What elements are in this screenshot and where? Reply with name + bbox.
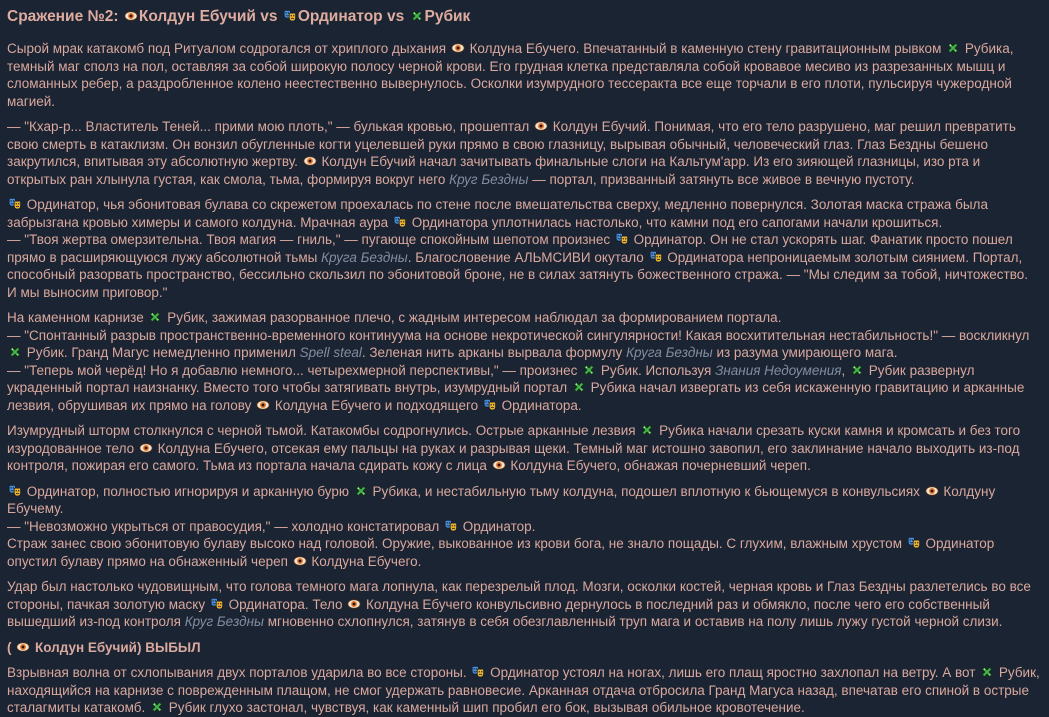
text-run: — "Теперь мой черёд! Но я добавлю немного... четырехмерной перспективы," — произнес [7,362,582,378]
text-run: Колдуну Ебучему. [7,483,996,516]
eye-icon [16,640,30,654]
masks-icon [393,215,407,229]
masks-icon [471,665,485,679]
green-x-icon [980,665,994,679]
text-run: Рубика, и нестабильную тьму колдуна, подошел вплотную к бьющемуся в конвульсиях [368,483,924,499]
text-run: Колдун Ебучий vs [138,8,282,25]
text-run: Колдун Ебучий) ВЫБЫЛ [31,639,201,655]
text-run: Колдуна Ебучего, отсекая ему пальцы на руках и разрывая щеки. Темный маг истошно завопил, его заклинание начало выходить из-под контроля, пожирая его самого. Тьма из портала начала сдирать кожу с лица [7,440,1020,473]
text-run: , [841,362,849,378]
eye-icon [451,41,465,55]
text-run: Ординатор устоял на ногах, лишь его плащ яростно захлопал на ветру. А вот [486,665,980,680]
paragraph-3 [7,196,1041,301]
green-x-icon [410,9,424,23]
text-run: — "Спонтанный разрыв пространственно-временного континуума на основе некротической сингулярности! Какая восхитительная нестабильность!" — воскликнул [7,327,1030,343]
text-run: — портал, призванный затянуть все живое в вечную пустоту. [528,171,915,187]
lore-term: Spell steal [299,345,362,360]
masks-icon [210,597,224,611]
text-run: Изумрудный шторм столкнулся с черной тьмой. Катакомбы содрогнулись. Острые арканные лезвия [7,423,640,438]
masks-icon [483,398,497,412]
paragraph-5 [7,422,1041,475]
lore-term: Круга Бездны [321,249,408,265]
text-run: Колдуна Ебучего. [307,553,422,569]
text-run: ( [7,639,16,655]
text-run: Ординатора. [497,397,582,413]
masks-icon [615,232,629,246]
text-run: Колдун Ебучий. Понимая, что его тело разрушено, маг решил превратить свою смерть в катаклизм. Он вонзил обугленные когти уцелевшей руки прямо в свою глазницу, вырывая обычный, человеческий глаз. Глаз Бездны бешено закрутился, впитывая эту абсолютную жертву. [7,119,1016,169]
text-run: . Зеленая нить арканы вырвала формулу [361,345,627,360]
text-run: Колдуна Ебучего конвульсивно дернулось в последний раз и обмякло, после чего его собственный вышедший из-под контроля [7,596,990,629]
paragraph-4 [7,309,1041,414]
text-run: из разума умирающего мага. [712,345,898,360]
masks-icon [283,9,297,23]
text-run: Ординатор, чья эбонитовая булава со скрежетом проехалась по стене после вмешательства сверху, медленно повернулся. Золотая маска стража была забрызгана кровью химеры и самого колдуна. Мрачная аура [7,197,988,230]
text-run: Рубика начал извергать из себя искаженную гравитацию и арканные лезвия, обрушивая их прямо на голову [7,380,1025,413]
paragraph-6 [7,483,1041,571]
text-run: Ординатора непроницаемым золотым сиянием. Портал, способный разорвать пространство, бессильно скользил по эбонитовой броне, не в силах затянуть божественного стража. — "Мы следим за тобой, ничтожество. И мы выносим приговор." [7,249,1029,300]
text-run: Рубика, темный маг сполз на пол, оставляя за собой широкую полосу черной крови. Его грудная клетка представляла собой кровавое месиво из разрезанных мышц и сломанных ребер, а раздробленное колено неестественно вывернулось. Осколки изумрудного тессеракта все еще торчали в его плоти, пульсируя чужеродной магией. [7,41,1014,109]
eye-icon [303,154,317,168]
paragraph-1 [7,40,1041,110]
text-run: Рубик, зажимая разорванное плечо, с жадным интересом наблюдал за формированием портала. [163,310,782,325]
masks-icon [8,197,22,211]
text-run: Рубик. Используя [597,362,716,378]
text-run: Колдуна Ебучего и подходящего [271,397,482,413]
text-run: Ординатора уплотнилась настолько, что камни под его сапогами начали крошиться. [407,214,943,230]
text-run: Удар был настолько чудовищным, что голова темного мага лопнула, как перезрелый плод. Мозги, осколки костей, черная кровь и Глаз Бездны разлетелись во все стороны, пачкая золотую маску [7,579,1031,612]
eye-icon [492,458,506,472]
green-x-icon [148,310,162,324]
text-run: Ординатор vs [297,8,409,25]
text-run: Колдун Ебучий начал зачитывать финальные слоги на Кальтум'арр. Из его зияющей глазницы, изо рта и открытых ран хлынула густая, как смола, тьма, формируя вокруг него [7,154,981,187]
green-x-icon [946,41,960,55]
text-run: Сырой мрак катакомб под Ритуалом содрогался от хриплого дыхания [7,41,450,56]
green-x-icon [640,423,654,437]
green-x-icon [572,380,586,394]
text-run: — "Твоя жертва омерзительна. Твоя магия — гниль," — пугающе спокойным шепотом произнес [7,232,614,247]
text-run: Ординатор, полностью игнорируя и арканную бурю [23,483,353,499]
lore-term: Круга Бездны [626,345,713,360]
eye-icon [534,119,548,133]
masks-icon [8,484,22,498]
text-run: Ординатор. Он не стал ускорять шаг. Фанатик просто пошел прямо в расширяющуюся лужу абсолютной тьмы [7,232,1013,265]
green-x-icon [150,700,164,714]
text-run: Рубик, находящийся на карнизе с поврежденным плащом, не смог удержать равновесие. Арканная отдача отбросила Гранд Магуса назад, впечатав его спиной в острые сталагмиты катакомб. [7,665,1040,715]
text-run: Сражение №2: [7,8,123,25]
text-run: Колдуна Ебучего, обнажая почерневший череп. [506,458,811,473]
text-run: Ординатор опустил булаву прямо на обнаженный череп [7,536,995,569]
text-run: — "Кхар-р... Властитель Теней... прими мою плоть," — булькая кровью, прошептал [7,119,534,134]
green-x-icon [8,345,22,359]
eye-icon [347,597,361,611]
lore-term: Круг Бездны [449,171,529,187]
text-run: Ординатор. [459,518,536,534]
battle-title [7,7,1041,26]
text-run: На каменном карнизе [7,310,148,325]
masks-icon [649,250,663,264]
text-run: Колдуна Ебучего. Впечатанный в каменную стену гравитационным рывком [465,41,946,56]
paragraph-elimination [7,639,1041,657]
paragraph-9 [7,664,1041,717]
eye-icon [124,9,138,23]
eye-icon [925,484,939,498]
text-run: Рубика начали срезать куски камня и кромсать и без того изуродованное тело [7,423,1021,456]
text-run: Ординатора. Тело [224,596,347,612]
lore-term: Круг Бездны [184,614,264,629]
text-run: Страж занес свою эбонитовую булаву высоко над головой. Оружие, выкованное из крови бога, не знало пощады. С глухим, влажным хрустом [7,536,906,551]
paragraph-7 [7,578,1041,631]
green-x-icon [582,363,596,377]
green-x-icon [850,363,864,377]
text-run: Рубик глухо застонал, чувствуя, как каменный шип пробил его бок, вызывая обильное кровотечение. [164,700,805,715]
lore-term: Знания Недоумения [715,362,842,378]
masks-icon [444,519,458,533]
eye-icon [293,554,307,568]
eye-icon [256,398,270,412]
text-run: Рубик [424,8,471,25]
text-run: Рубик. Гранд Магус немедленно применил [23,345,300,360]
masks-icon [907,536,921,550]
green-x-icon [354,484,368,498]
text-run: . Благословение АЛЬМСИВИ окутало [407,249,648,265]
text-run: — "Невозможно укрыться от правосудия," — холодно констатировал [7,518,444,534]
eye-icon [139,441,153,455]
text-run: мгновенно схлопнулся, затянув в себя обезглавленный труп мага и оставив на полу лишь лужу густой черной слизи. [263,614,1003,629]
text-run: Взрывная волна от схлопывания двух порталов ударила во все стороны. [7,665,471,680]
paragraph-2 [7,118,1041,188]
text-run: Рубик развернул украденный портал наизнанку. Вместо того чтобы затягивать внутрь, изумрудный портал [7,362,975,395]
